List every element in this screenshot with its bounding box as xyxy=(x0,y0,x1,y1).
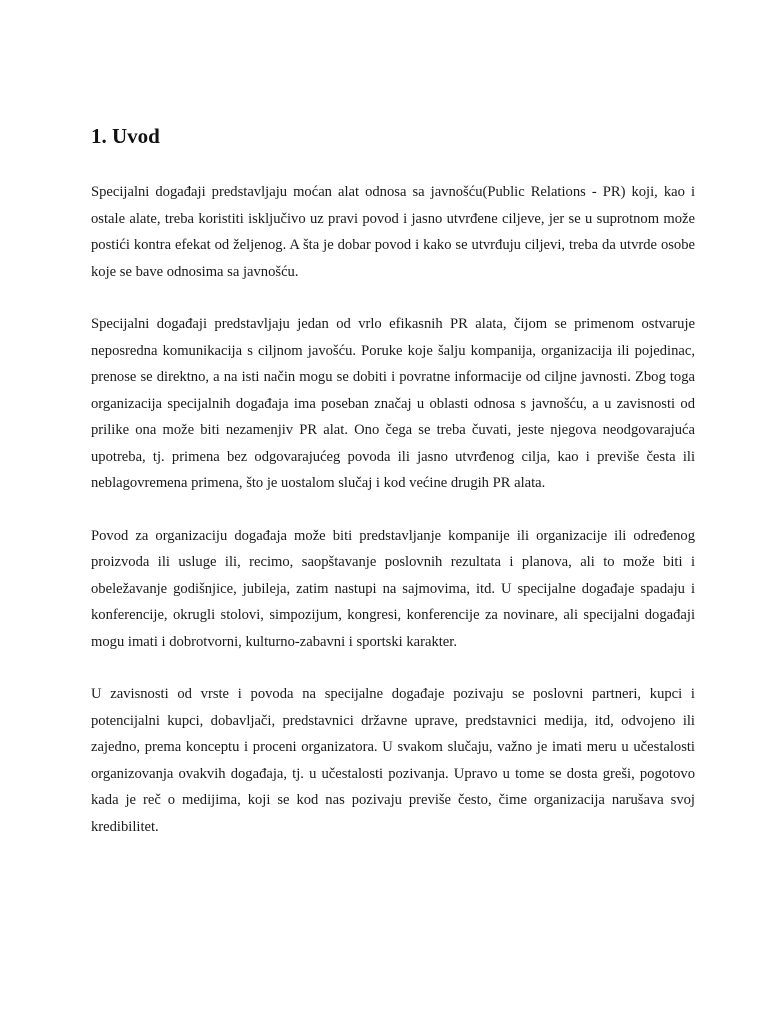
paragraph-1: Specijalni događaji predstavljaju moćan alat odnosa sa javnošću(Public Relations - PR) koji, kao i ostale alate, treba koristiti isključivo uz pravi povod i jasno utvrđene ciljeve, jer se u suprotnom može postići kontra efekat od željenog. A šta je dobar povod i kako se utvrđuju ciljevi, treba da utvrde osobe koje se bave odnosima sa javnošću. xyxy=(91,184,695,280)
paragraph-2: Specijalni događaji predstavljaju jedan od vrlo efikasnih PR alata, čijom se primenom ostvaruje neposredna komunikacija s ciljnom javošću. Poruke koje šalju kompanija, organizacija ili pojedinac, prenose se direktno, a na isti način mogu se dobiti i povratne informacije od ciljne javnosti. Zbog toga organizacija specijalnih događaja ima poseban značaj u oblasti odnosa s javnošću, a u zavisnosti od prilike ona može biti nezamenjiv PR alat. Ono čega se treba čuvati, jeste njegova neodgovarajuća upotreba, tj. primena bez odgovarajućeg povoda ili jasno utvrđenog cilja, kao i previše česta ili neblagovremena primena, što je uostalom slučaj i kod većine drugih PR alata. xyxy=(91,316,695,491)
paragraph-3: Povod za organizaciju događaja može biti predstavljanje kompanije ili organizacije ili određenog proizvoda ili usluge ili, recimo, saopštavanje poslovnih rezultata i planova, ali to može biti i obeležavanje godišnjice, jubileja, zatim nastupi na sajmovima, itd. U specijalne događaje spadaju i konferencije, okrugli stolovi, simpozijum, kongresi, konferencije za novinare, ali specijalni događaji mogu imati i dobrotvorni, kulturno-zabavni i sportski karakter. xyxy=(91,527,695,650)
paragraph-4: U zavisnosti od vrste i povoda na specijalne događaje pozivaju se poslovni partneri, kupci i potencijalni kupci, dobavljači, predstavnici državne uprave, predstavnici medija, itd, odvojeno ili zajedno, prema konceptu i proceni organizatora. U svakom slučaju, važno je imati meru u učestalosti organizovanja ovakvih događaja, tj. u učestalosti pozivanja. Upravo u tome se dosta greši, pogotovo kada je reč o medijima, koji se kod nas pozivaju previše često, čime organizacija narušava svoj kredibilitet. xyxy=(91,686,695,835)
section-heading: 1. Uvod xyxy=(91,124,160,148)
document-body xyxy=(91,120,695,866)
